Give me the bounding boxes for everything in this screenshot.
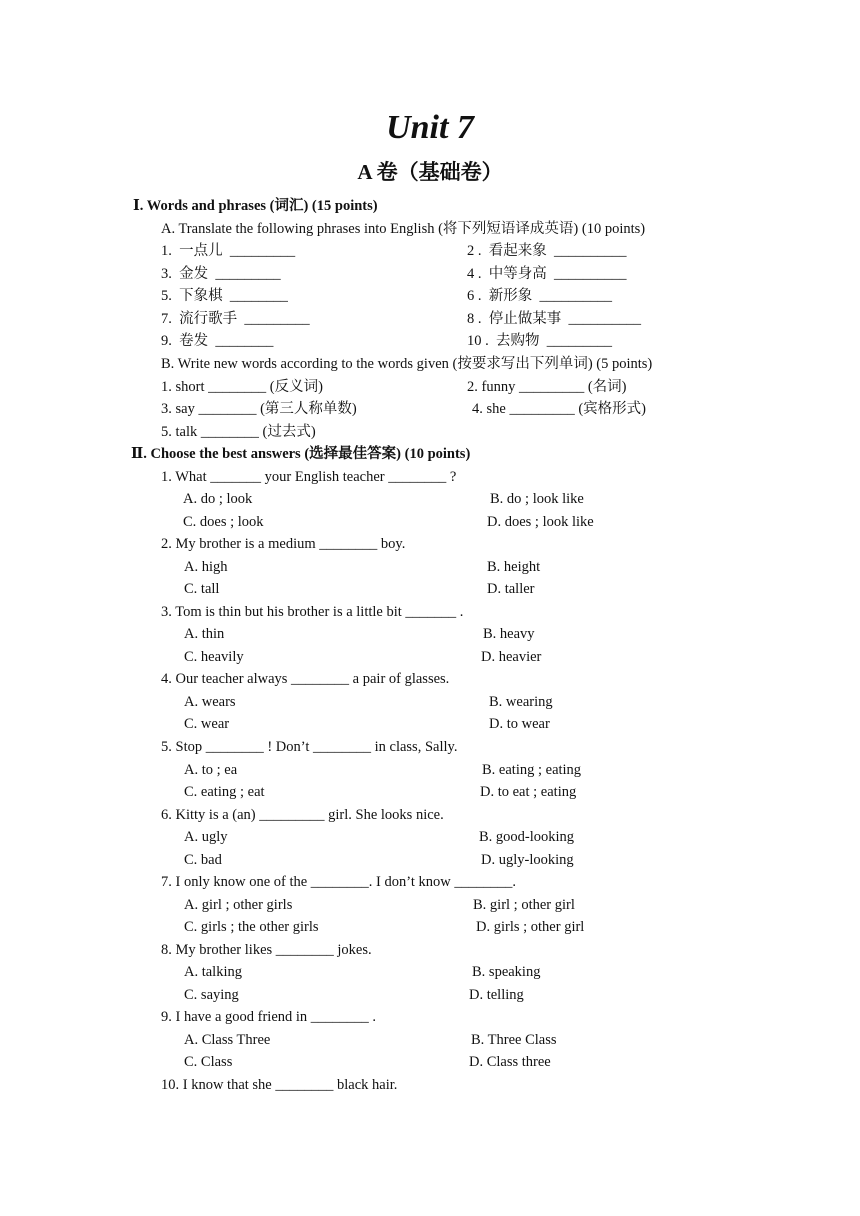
unit-title: Unit 7 [386, 109, 474, 146]
option-c: C. eating ; eat [184, 784, 265, 800]
option-a: A. wears [184, 694, 236, 710]
option-b: B. do ; look like [490, 491, 584, 507]
phrase-item: 4 . 中等身高 __________ [467, 266, 627, 282]
question-stem: 10. I know that she ________ black hair. [161, 1077, 398, 1093]
section-1-heading: Ⅰ. Words and phrases (词汇) (15 points) [133, 198, 378, 214]
option-d: D. to wear [489, 716, 550, 732]
option-b: B. eating ; eating [482, 762, 582, 778]
question-stem: 8. My brother likes ________ jokes. [161, 942, 372, 958]
phrase-item: 6 . 新形象 __________ [467, 288, 612, 304]
option-b: B. speaking [472, 964, 541, 980]
option-b: B. good-looking [479, 829, 575, 845]
option-b: B. girl ; other girl [473, 897, 575, 913]
phrase-item: 5. 下象棋 ________ [161, 288, 288, 304]
option-a: A. talking [184, 964, 242, 980]
option-b: B. wearing [489, 694, 553, 710]
option-c: C. saying [184, 987, 239, 1003]
paper-subtitle: A 卷（基础卷） [357, 160, 503, 184]
option-c: C. heavily [184, 649, 244, 665]
option-d: D. ugly-looking [481, 852, 574, 868]
phrase-item: 2 . 看起来象 __________ [467, 243, 627, 259]
word-item: 1. short ________ (反义词) [161, 379, 323, 395]
option-c: C. girls ; the other girls [184, 919, 319, 935]
option-c: C. tall [184, 581, 220, 597]
option-a: A. do ; look [183, 491, 253, 507]
word-item: 5. talk ________ (过去式) [161, 424, 316, 440]
question-stem: 7. I only know one of the ________. I don’t know ________. [161, 874, 516, 890]
option-b: B. height [487, 559, 541, 575]
question-stem: 9. I have a good friend in ________ . [161, 1009, 377, 1025]
part-a-instruction: A. Translate the following phrases into English (将下列短语译成英语) (10 points) [161, 221, 646, 237]
option-a: A. ugly [184, 829, 228, 845]
question-stem: 3. Tom is thin but his brother is a little bit _______ . [161, 604, 464, 620]
word-item: 2. funny _________ (名词) [467, 379, 627, 395]
option-d: D. heavier [481, 649, 542, 665]
phrase-item: 7. 流行歌手 _________ [161, 311, 310, 327]
word-item: 3. say ________ (第三人称单数) [161, 401, 357, 417]
option-d: D. girls ; other girl [476, 919, 585, 935]
phrase-item: 1. 一点儿 _________ [161, 243, 296, 259]
question-stem: 5. Stop ________ ! Don’t ________ in class, Sally. [161, 739, 458, 755]
question-stem: 6. Kitty is a (an) _________ girl. She looks nice. [161, 807, 444, 823]
option-d: D. telling [469, 987, 524, 1003]
option-a: A. Class Three [184, 1032, 271, 1048]
option-b: B. heavy [483, 626, 535, 642]
question-stem: 4. Our teacher always ________ a pair of glasses. [161, 671, 450, 687]
option-d: D. to eat ; eating [480, 784, 577, 800]
option-a: A. high [184, 559, 228, 575]
word-item: 4. she _________ (宾格形式) [472, 401, 646, 417]
phrase-item: 9. 卷发 ________ [161, 333, 274, 349]
option-a: A. to ; ea [184, 762, 238, 778]
part-b-instruction: B. Write new words according to the words given (按要求写出下列单词) (5 points) [161, 356, 653, 372]
option-c: C. wear [184, 716, 230, 732]
option-c: C. bad [184, 852, 222, 868]
question-stem: 2. My brother is a medium ________ boy. [161, 536, 406, 552]
phrase-item: 10 . 去购物 _________ [467, 333, 612, 349]
option-d: D. Class three [469, 1054, 551, 1070]
option-b: B. Three Class [471, 1032, 557, 1048]
question-stem: 1. What _______ your English teacher ________ ? [161, 469, 457, 485]
option-a: A. girl ; other girls [184, 897, 293, 913]
option-c: C. does ; look [183, 514, 264, 530]
phrase-item: 8 . 停止做某事 __________ [467, 311, 641, 327]
phrase-item: 3. 金发 _________ [161, 266, 281, 282]
option-c: C. Class [184, 1054, 233, 1070]
section-2-heading: Ⅱ. Choose the best answers (选择最佳答案) (10 points) [131, 446, 471, 462]
option-d: D. taller [487, 581, 535, 597]
option-d: D. does ; look like [487, 514, 594, 530]
option-a: A. thin [184, 626, 225, 642]
